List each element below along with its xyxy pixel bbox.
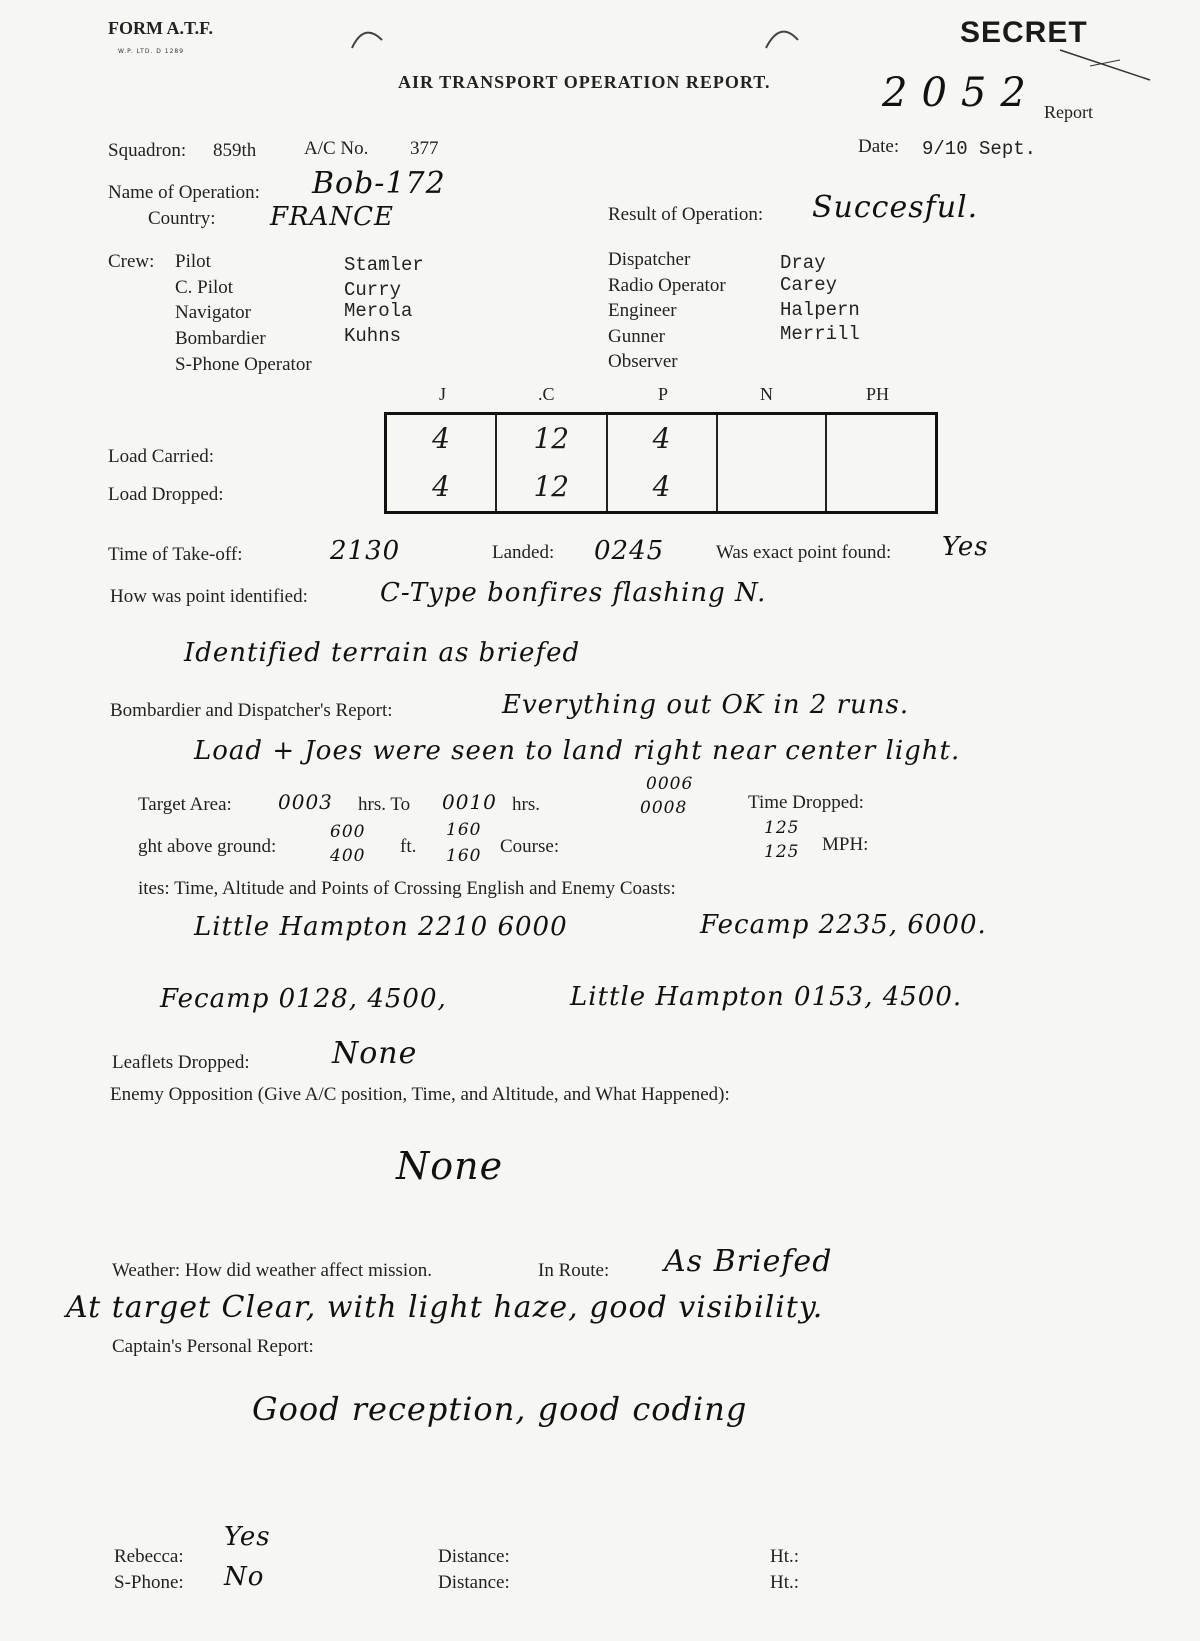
crew-role: Engineer xyxy=(608,300,677,321)
dispatcher-report-line1: Everything out OK in 2 runs. xyxy=(502,690,910,720)
opposition-value: None xyxy=(396,1144,504,1188)
identification-line2: Identified terrain as briefed xyxy=(184,638,581,668)
report-label: Report xyxy=(1044,102,1093,122)
load-cell xyxy=(717,463,827,513)
load-dropped-label: Load Dropped: xyxy=(108,484,224,505)
ht-label: Ht.: xyxy=(770,1546,800,1567)
weather-label: Weather: How did weather affect mission. xyxy=(112,1260,432,1281)
result-value: Succesful. xyxy=(812,190,979,225)
load-cell: 12 xyxy=(496,463,606,513)
load-cell xyxy=(826,414,936,464)
identification-label: How was point identified: xyxy=(110,586,308,607)
crew-name: Stamler xyxy=(344,254,424,276)
form-id: FORM A.T.F. xyxy=(108,18,214,38)
load-dropped-row xyxy=(386,463,937,513)
ht-label: Ht.: xyxy=(770,1572,800,1593)
takeoff-value: 2130 xyxy=(330,536,401,566)
country-label: Country: xyxy=(148,208,216,229)
crew-name: Merola xyxy=(344,300,413,322)
target-from: 0003 xyxy=(278,790,333,814)
load-carried-row xyxy=(386,414,937,464)
crew-name: Curry xyxy=(344,279,402,301)
date-label: Date: xyxy=(858,136,900,157)
height-value-1: 600 xyxy=(330,822,366,842)
crew-role: Bombardier xyxy=(175,328,266,349)
time-dropped-label: Time Dropped: xyxy=(748,792,864,813)
form-code: W.P. LTD. D 1289 xyxy=(118,48,185,55)
leaflets-label: Leaflets Dropped: xyxy=(112,1052,250,1073)
distance-label: Distance: xyxy=(438,1572,510,1593)
course-value-2: 160 xyxy=(446,846,482,866)
load-cell: 12 xyxy=(496,414,606,464)
target-hrs: hrs. xyxy=(512,794,540,815)
crew-role: C. Pilot xyxy=(175,277,234,298)
load-column-header: P xyxy=(658,384,669,404)
load-cell: 4 xyxy=(432,470,450,503)
crossings-label: ites: Time, Altitude and Points of Crossing English and Enemy Coasts: xyxy=(138,878,676,899)
operation-value: Bob-172 xyxy=(312,166,446,201)
date-value: 9/10 Sept. xyxy=(922,138,1037,160)
page-title: AIR TRANSPORT OPERATION REPORT. xyxy=(398,72,771,92)
crew-role: Gunner xyxy=(608,326,665,347)
landed-label: Landed: xyxy=(492,542,555,563)
load-column-header: J xyxy=(439,384,447,404)
load-cell xyxy=(717,414,827,464)
load-column-header: PH xyxy=(866,384,890,404)
course-value-1: 160 xyxy=(446,820,482,840)
target-area-label: Target Area: xyxy=(138,794,232,815)
captain-report-value: Good reception, good coding xyxy=(252,1390,748,1428)
weather-route-value: As Briefed xyxy=(664,1244,833,1279)
crew-name: Halpern xyxy=(780,299,860,321)
report-number: 2052 xyxy=(882,70,1040,116)
load-column-header: N xyxy=(760,384,773,404)
classification-stamp: SECRET xyxy=(960,16,1088,49)
speed-value-1: 125 xyxy=(764,818,800,838)
crew-role: Navigator xyxy=(175,302,251,323)
takeoff-label: Time of Take-off: xyxy=(108,544,243,565)
distance-label: Distance: xyxy=(438,1546,510,1567)
drop-time-1: 0006 xyxy=(646,774,694,794)
sphone-label: S-Phone: xyxy=(114,1572,184,1593)
exact-point-label: Was exact point found: xyxy=(716,542,892,563)
ac-label: A/C No. xyxy=(304,138,369,159)
crossings-line2-a: Fecamp 0128, 4500, xyxy=(160,984,447,1014)
load-carried-label: Load Carried: xyxy=(108,446,215,467)
load-table xyxy=(384,412,938,514)
crew-role: Observer xyxy=(608,351,678,372)
landed-value: 0245 xyxy=(594,536,665,566)
crew-role: Pilot xyxy=(175,251,211,272)
crossings-line1-a: Little Hampton 2210 6000 xyxy=(194,912,568,942)
rebecca-value: Yes xyxy=(224,1522,271,1552)
weather-target-value: At target Clear, with light haze, good visibility. xyxy=(66,1290,824,1325)
ft-label: ft. xyxy=(400,836,417,857)
operation-label: Name of Operation: xyxy=(108,182,260,203)
identification-line1: C-Type bonfires flashing N. xyxy=(380,578,767,608)
crossings-line1-b: Fecamp 2235, 6000. xyxy=(700,910,987,940)
captain-report-label: Captain's Personal Report: xyxy=(112,1336,314,1357)
country-value: FRANCE xyxy=(270,202,395,232)
dispatcher-report-line2: Load + Joes were seen to land right near center light. xyxy=(194,736,961,766)
crew-label: Crew: xyxy=(108,251,155,272)
opposition-label: Enemy Opposition (Give A/C position, Time, and Altitude, and What Happened): xyxy=(110,1084,730,1105)
crew-name: Merrill xyxy=(780,323,860,345)
ac-number: 377 xyxy=(410,138,439,159)
leaflets-value: None xyxy=(332,1036,418,1071)
crew-role: S-Phone Operator xyxy=(175,354,312,375)
load-column-header: .C xyxy=(538,384,555,404)
course-label: Course: xyxy=(500,836,560,857)
target-to: 0010 xyxy=(442,790,497,814)
crew-role: Radio Operator xyxy=(608,275,726,296)
rebecca-label: Rebecca: xyxy=(114,1546,184,1567)
load-cell xyxy=(826,463,936,513)
drop-time-2: 0008 xyxy=(640,798,688,818)
load-cell: 4 xyxy=(432,422,450,455)
height-label: ght above ground: xyxy=(138,836,277,857)
squadron-label: Squadron: xyxy=(108,140,187,161)
load-cell: 4 xyxy=(607,414,717,464)
weather-route-label: In Route: xyxy=(538,1260,610,1281)
squadron-value: 859th xyxy=(213,140,257,161)
sphone-value: No xyxy=(224,1562,265,1592)
crossings-line2-b: Little Hampton 0153, 4500. xyxy=(570,982,963,1012)
mph-label: MPH: xyxy=(822,834,869,855)
exact-point-value: Yes xyxy=(942,532,989,562)
crew-name: Dray xyxy=(780,252,826,274)
crew-name: Kuhns xyxy=(344,325,402,347)
target-hrs-to: hrs. To xyxy=(358,794,411,815)
load-cell: 4 xyxy=(607,463,717,513)
result-label: Result of Operation: xyxy=(608,204,764,225)
dispatcher-report-label: Bombardier and Dispatcher's Report: xyxy=(110,700,393,721)
crew-name: Carey xyxy=(780,274,838,296)
crew-role: Dispatcher xyxy=(608,249,691,270)
height-value-2: 400 xyxy=(330,846,366,866)
speed-value-2: 125 xyxy=(764,842,800,862)
